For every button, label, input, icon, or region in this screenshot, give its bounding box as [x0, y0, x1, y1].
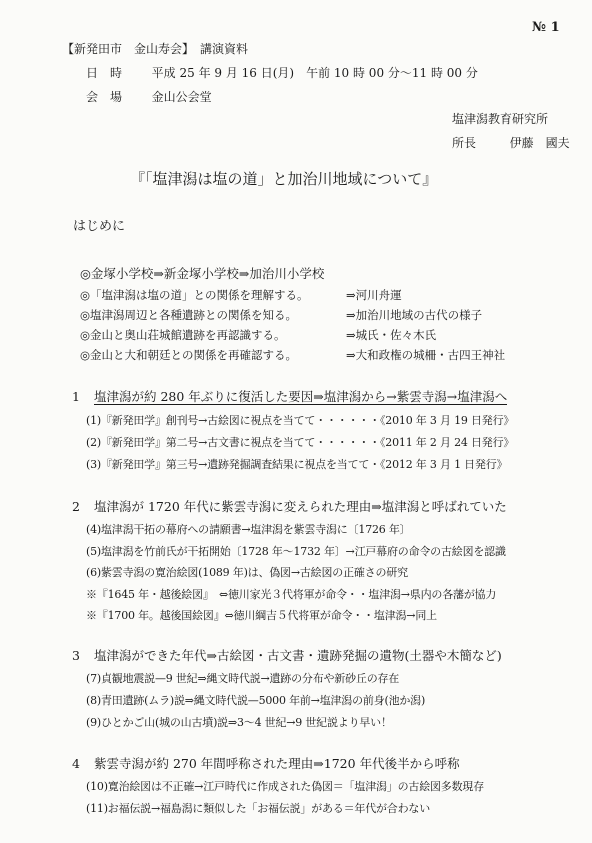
section-title: 塩津潟が約 280 年ぶりに復活した要因⇒塩津潟から→紫雲寺潟→塩津潟へ [94, 389, 508, 404]
presenter-line [452, 134, 570, 151]
goal-target: ⇒加治川地域の古代の様子 [346, 308, 483, 322]
goal-text: ◎塩津潟周辺と各種遺跡との関係を知る。 [80, 308, 298, 322]
goal-text: ◎金山と大和朝廷との関係を再確認する。 [80, 348, 298, 362]
date-row [86, 64, 478, 81]
goal-item [80, 347, 506, 363]
section-item: (1)『新発田学』創刊号→古絵図に視点を当てて・・・・・・《2010 年 3 月 19 日発行》 [86, 414, 515, 427]
section-number: 2 [72, 499, 80, 514]
section-number: 3 [72, 648, 80, 663]
goal-schools: ◎金塚小学校⇒新金塚小学校⇒加治川小学校 [80, 266, 325, 281]
section-item: (8)青田遺跡(ムラ)説⇒縄文時代説—5000 年前→塩津潟の前身(池か潟) [86, 694, 426, 707]
goal-text: ◎金山と奥山荘城館遺跡を再認識する。 [80, 328, 286, 342]
page-number: № 1 [532, 20, 560, 35]
section-title: 塩津潟が 1720 年代に紫雲寺潟に変えられた理由⇒塩津潟と呼ばれていた [94, 499, 507, 514]
goal-item [80, 327, 437, 343]
section-item: ※『1645 年・越後絵図』 ⇔徳川家光３代将軍が命令・・塩津潟→県内の各藩が協力 [86, 588, 497, 601]
section-item: (5)塩津潟を竹前氏が干拓開始〔1728 年～1732 年〕→江戸幕府の命令の古絵図を認識 [86, 545, 506, 558]
section-item: (10)寛治絵図は不正確→江戸時代に作成された偽図＝「塩津潟」の古絵図多数現存 [86, 780, 484, 793]
intro-heading: はじめに [73, 219, 126, 234]
section-item: (7)貞観地震説—9 世紀⇒縄文時代説→遺跡の分布や新砂丘の存在 [86, 672, 400, 685]
section-title: 紫雲寺潟が約 270 年間呼称された理由⇒1720 年代後半から呼称 [94, 756, 460, 771]
section-number: 1 [72, 389, 80, 404]
goal-text: ◎「塩津潟は塩の道」との関係を理解する。 [80, 288, 309, 302]
section-item: (11)お福伝説→福島潟に類似した「お福伝説」がある＝年代が合わない [86, 802, 430, 815]
goal-target: ⇒河川舟運 [346, 288, 402, 302]
venue-row [86, 88, 212, 105]
venue-value: 金山公会堂 [151, 90, 212, 104]
date-label: 日 時 [86, 66, 123, 80]
goal-target: ⇒大和政権の城柵・古四王神社 [346, 348, 506, 362]
section-item: (6)紫雲寺潟の寛治絵図(1089 年)は、偽図→古絵図の正確さの研究 [86, 566, 408, 579]
section-item: ※『1700 年。越後国絵図』⇔徳川綱吉５代将軍が命令・・塩津潟→同上 [86, 609, 437, 622]
section-item: (9)ひとかご山(城の山古墳)説⇒3～4 世紀→9 世紀説より早い！ [86, 716, 392, 729]
date-value: 平成 25 年 9 月 16 日(月) 午前 10 時 00 分～11 時 00 分 [151, 66, 478, 80]
section-item: (3)『新発田学』第三号→遺跡発掘調査結果に視点を当てて・《2012 年 3 月 1 日発行》 [86, 458, 508, 471]
document-title: 『「塩津潟は塩の道」と加治川地域について』 [130, 170, 438, 188]
section-heading [72, 497, 507, 515]
presenter-org: 塩津潟教育研究所 [452, 112, 549, 126]
goal-target: ⇒城氏・佐々木氏 [346, 328, 437, 342]
section-item: (4)塩津潟干拓の幕府への請願書→塩津潟を紫雲寺潟に〔1726 年〕 [86, 523, 411, 536]
section-item: (2)『新発田学』第二号→古文書に視点を当てて・・・・・・《2011 年 2 月 24 日発行》 [86, 436, 515, 449]
goal-item [80, 307, 483, 323]
venue-label: 会 場 [86, 90, 123, 104]
presenter-name: 伊藤 國夫 [509, 136, 570, 150]
presenter-title: 所長 [452, 136, 477, 150]
section-title: 塩津潟ができた年代⇒古絵図・古文書・遺跡発掘の遺物(土器や木簡など) [94, 648, 502, 663]
section-heading [72, 646, 502, 664]
section-heading [72, 754, 460, 772]
section-number: 4 [72, 756, 80, 771]
event-header: 【新発田市 金山寿会】 講演資料 [62, 42, 249, 56]
section-heading [72, 387, 507, 405]
goal-item [80, 287, 402, 303]
